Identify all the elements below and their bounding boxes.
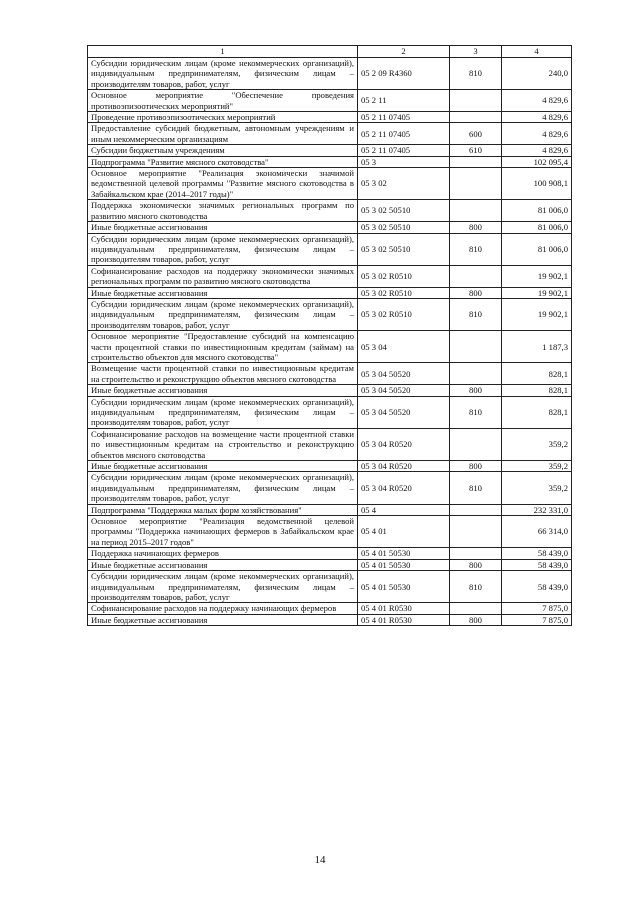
column-header-3: 3 — [450, 46, 502, 58]
row-code: 05 3 — [358, 156, 450, 167]
row-code: 05 4 01 R0530 — [358, 603, 450, 614]
row-expense-type — [450, 265, 502, 287]
table-row — [88, 614, 572, 625]
table-header-row — [88, 46, 572, 58]
row-name: Софинансирование расходов на поддержку экономически значимых региональных программ по развитию мясного скотоводства — [88, 265, 358, 287]
row-expense-type: 810 — [450, 571, 502, 603]
row-name: Иные бюджетные ассигнования — [88, 559, 358, 570]
row-amount: 1 187,3 — [502, 331, 572, 363]
row-name: Софинансирование расходов на возмещение части процентной ставки по инвестиционным кредитам на строительство и реконструкцию объектов мясного скотоводства — [88, 428, 358, 460]
table-row — [88, 603, 572, 614]
row-name: Субсидии юридическим лицам (кроме некоммерческих организаций), индивидуальным предпринимателям, физическим лицам – производителям товаров, работ, услуг — [88, 298, 358, 330]
table-row — [88, 385, 572, 396]
row-amount: 4 829,6 — [502, 145, 572, 156]
table-row — [88, 516, 572, 548]
row-amount: 359,2 — [502, 472, 572, 504]
row-expense-type — [450, 112, 502, 123]
row-expense-type — [450, 603, 502, 614]
row-expense-type: 810 — [450, 298, 502, 330]
table-row — [88, 222, 572, 233]
row-name: Иные бюджетные ассигнования — [88, 287, 358, 298]
table-row — [88, 472, 572, 504]
row-expense-type: 610 — [450, 145, 502, 156]
page-number: 14 — [314, 854, 326, 866]
row-expense-type — [450, 428, 502, 460]
row-expense-type: 800 — [450, 559, 502, 570]
row-amount: 4 829,6 — [502, 123, 572, 145]
row-amount: 240,0 — [502, 58, 572, 90]
row-code: 05 2 11 — [358, 90, 450, 112]
row-code: 05 3 02 R0510 — [358, 265, 450, 287]
row-expense-type — [450, 331, 502, 363]
column-header-2: 2 — [358, 46, 450, 58]
row-code: 05 3 04 R0520 — [358, 461, 450, 472]
table-row — [88, 200, 572, 222]
table-row — [88, 112, 572, 123]
row-amount: 102 095,4 — [502, 156, 572, 167]
row-amount: 828,1 — [502, 396, 572, 428]
row-name: Субсидии юридическим лицам (кроме некоммерческих организаций), индивидуальным предпринимателям, физическим лицам – производителям товаров, работ, услуг — [88, 571, 358, 603]
row-amount: 232 331,0 — [502, 504, 572, 515]
table-row — [88, 168, 572, 200]
row-code: 05 2 11 07405 — [358, 145, 450, 156]
row-amount: 7 875,0 — [502, 614, 572, 625]
row-amount: 828,1 — [502, 385, 572, 396]
row-expense-type — [450, 363, 502, 385]
row-code: 05 3 02 50510 — [358, 222, 450, 233]
row-name: Иные бюджетные ассигнования — [88, 385, 358, 396]
row-name: Возмещение части процентной ставки по инвестиционным кредитам на строительство и реконструкцию объектов мясного скотоводства — [88, 363, 358, 385]
row-code: 05 2 09 R4360 — [358, 58, 450, 90]
row-amount: 81 006,0 — [502, 233, 572, 265]
row-code: 05 3 04 50520 — [358, 396, 450, 428]
row-code: 05 4 01 — [358, 516, 450, 548]
row-amount: 58 439,0 — [502, 571, 572, 603]
row-expense-type — [450, 168, 502, 200]
row-amount: 66 314,0 — [502, 516, 572, 548]
row-name: Подпрограмма "Развитие мясного скотоводства" — [88, 156, 358, 167]
row-expense-type: 800 — [450, 614, 502, 625]
row-name: Субсидии юридическим лицам (кроме некоммерческих организаций), индивидуальным предпринимателям, физическим лицам – производителям товаров, работ, услуг — [88, 472, 358, 504]
table-row — [88, 90, 572, 112]
row-code: 05 3 02 50510 — [358, 200, 450, 222]
table-row — [88, 571, 572, 603]
row-name: Субсидии бюджетным учреждениям — [88, 145, 358, 156]
table-row — [88, 461, 572, 472]
row-code: 05 4 01 50530 — [358, 571, 450, 603]
row-expense-type: 600 — [450, 123, 502, 145]
row-code: 05 2 11 07405 — [358, 123, 450, 145]
table-row — [88, 559, 572, 570]
row-name: Основное мероприятие "Реализация ведомственной целевой программы "Поддержка начинающих фермеров в Забайкальском крае на период 2015–2017 годов" — [88, 516, 358, 548]
row-amount: 4 829,6 — [502, 90, 572, 112]
row-amount: 19 902,1 — [502, 287, 572, 298]
row-name: Предоставление субсидий бюджетным, автономным учреждениям и иным некоммерческим организациям — [88, 123, 358, 145]
row-amount: 81 006,0 — [502, 200, 572, 222]
row-code: 05 3 02 R0510 — [358, 298, 450, 330]
table-row — [88, 287, 572, 298]
column-header-1: 1 — [88, 46, 358, 58]
table-row — [88, 145, 572, 156]
row-name: Основное мероприятие "Обеспечение проведения противоэпизоотических мероприятий" — [88, 90, 358, 112]
row-expense-type: 800 — [450, 385, 502, 396]
row-amount: 81 006,0 — [502, 222, 572, 233]
table-row — [88, 331, 572, 363]
row-code: 05 3 04 R0520 — [358, 472, 450, 504]
row-expense-type — [450, 200, 502, 222]
row-name: Поддержка экономически значимых региональных программ по развитию мясного скотоводства — [88, 200, 358, 222]
row-expense-type — [450, 156, 502, 167]
row-expense-type: 810 — [450, 58, 502, 90]
row-name: Основное мероприятие "Реализация экономически значимой ведомственной целевой программы "Развитие мясного скотоводства в Забайкальском крае (2014–2017 годы)" — [88, 168, 358, 200]
row-amount: 19 902,1 — [502, 265, 572, 287]
row-amount: 4 829,6 — [502, 112, 572, 123]
table-row — [88, 298, 572, 330]
table-row — [88, 156, 572, 167]
row-name: Иные бюджетные ассигнования — [88, 461, 358, 472]
table-row — [88, 504, 572, 515]
table-row — [88, 548, 572, 559]
table-row — [88, 363, 572, 385]
row-amount: 19 902,1 — [502, 298, 572, 330]
row-code: 05 3 04 R0520 — [358, 428, 450, 460]
row-name: Поддержка начинающих фермеров — [88, 548, 358, 559]
row-name: Проведение противоэпизоотических мероприятий — [88, 112, 358, 123]
row-code: 05 3 04 — [358, 331, 450, 363]
row-expense-type: 810 — [450, 472, 502, 504]
row-expense-type — [450, 516, 502, 548]
row-expense-type — [450, 548, 502, 559]
column-header-4: 4 — [502, 46, 572, 58]
row-code: 05 4 — [358, 504, 450, 515]
row-expense-type: 800 — [450, 222, 502, 233]
row-code: 05 4 01 R0530 — [358, 614, 450, 625]
table-row — [88, 396, 572, 428]
row-expense-type: 810 — [450, 396, 502, 428]
row-name: Иные бюджетные ассигнования — [88, 614, 358, 625]
row-amount: 7 875,0 — [502, 603, 572, 614]
row-expense-type: 800 — [450, 461, 502, 472]
row-amount: 359,2 — [502, 461, 572, 472]
table-row — [88, 233, 572, 265]
row-code: 05 3 04 50520 — [358, 385, 450, 396]
row-code: 05 3 02 R0510 — [358, 287, 450, 298]
budget-table — [87, 45, 572, 626]
row-amount: 58 439,0 — [502, 559, 572, 570]
row-code: 05 3 02 — [358, 168, 450, 200]
row-name: Основное мероприятие "Предоставление субсидий на компенсацию части процентной ставки по инвестиционным кредитам (займам) на строительство объектов для мясного скотоводства" — [88, 331, 358, 363]
row-name: Субсидии юридическим лицам (кроме некоммерческих организаций), индивидуальным предпринимателям, физическим лицам – производителям товаров, работ, услуг — [88, 58, 358, 90]
row-name: Иные бюджетные ассигнования — [88, 222, 358, 233]
row-name: Субсидии юридическим лицам (кроме некоммерческих организаций), индивидуальным предпринимателям, физическим лицам – производителям товаров, работ, услуг — [88, 233, 358, 265]
row-amount: 100 908,1 — [502, 168, 572, 200]
row-code: 05 3 02 50510 — [358, 233, 450, 265]
row-amount: 828,1 — [502, 363, 572, 385]
row-code: 05 2 11 07405 — [358, 112, 450, 123]
row-code: 05 4 01 50530 — [358, 548, 450, 559]
row-name: Подпрограмма "Поддержка малых форм хозяйствования" — [88, 504, 358, 515]
table-row — [88, 123, 572, 145]
row-code: 05 4 01 50530 — [358, 559, 450, 570]
row-expense-type — [450, 90, 502, 112]
table-row — [88, 58, 572, 90]
table-row — [88, 428, 572, 460]
row-expense-type — [450, 504, 502, 515]
row-code: 05 3 04 50520 — [358, 363, 450, 385]
row-amount: 58 439,0 — [502, 548, 572, 559]
table-row — [88, 265, 572, 287]
row-expense-type: 800 — [450, 287, 502, 298]
row-amount: 359,2 — [502, 428, 572, 460]
row-expense-type: 810 — [450, 233, 502, 265]
row-name: Субсидии юридическим лицам (кроме некоммерческих организаций), индивидуальным предпринимателям, физическим лицам – производителям товаров, работ, услуг — [88, 396, 358, 428]
row-name: Софинансирование расходов на поддержку начинающих фермеров — [88, 603, 358, 614]
